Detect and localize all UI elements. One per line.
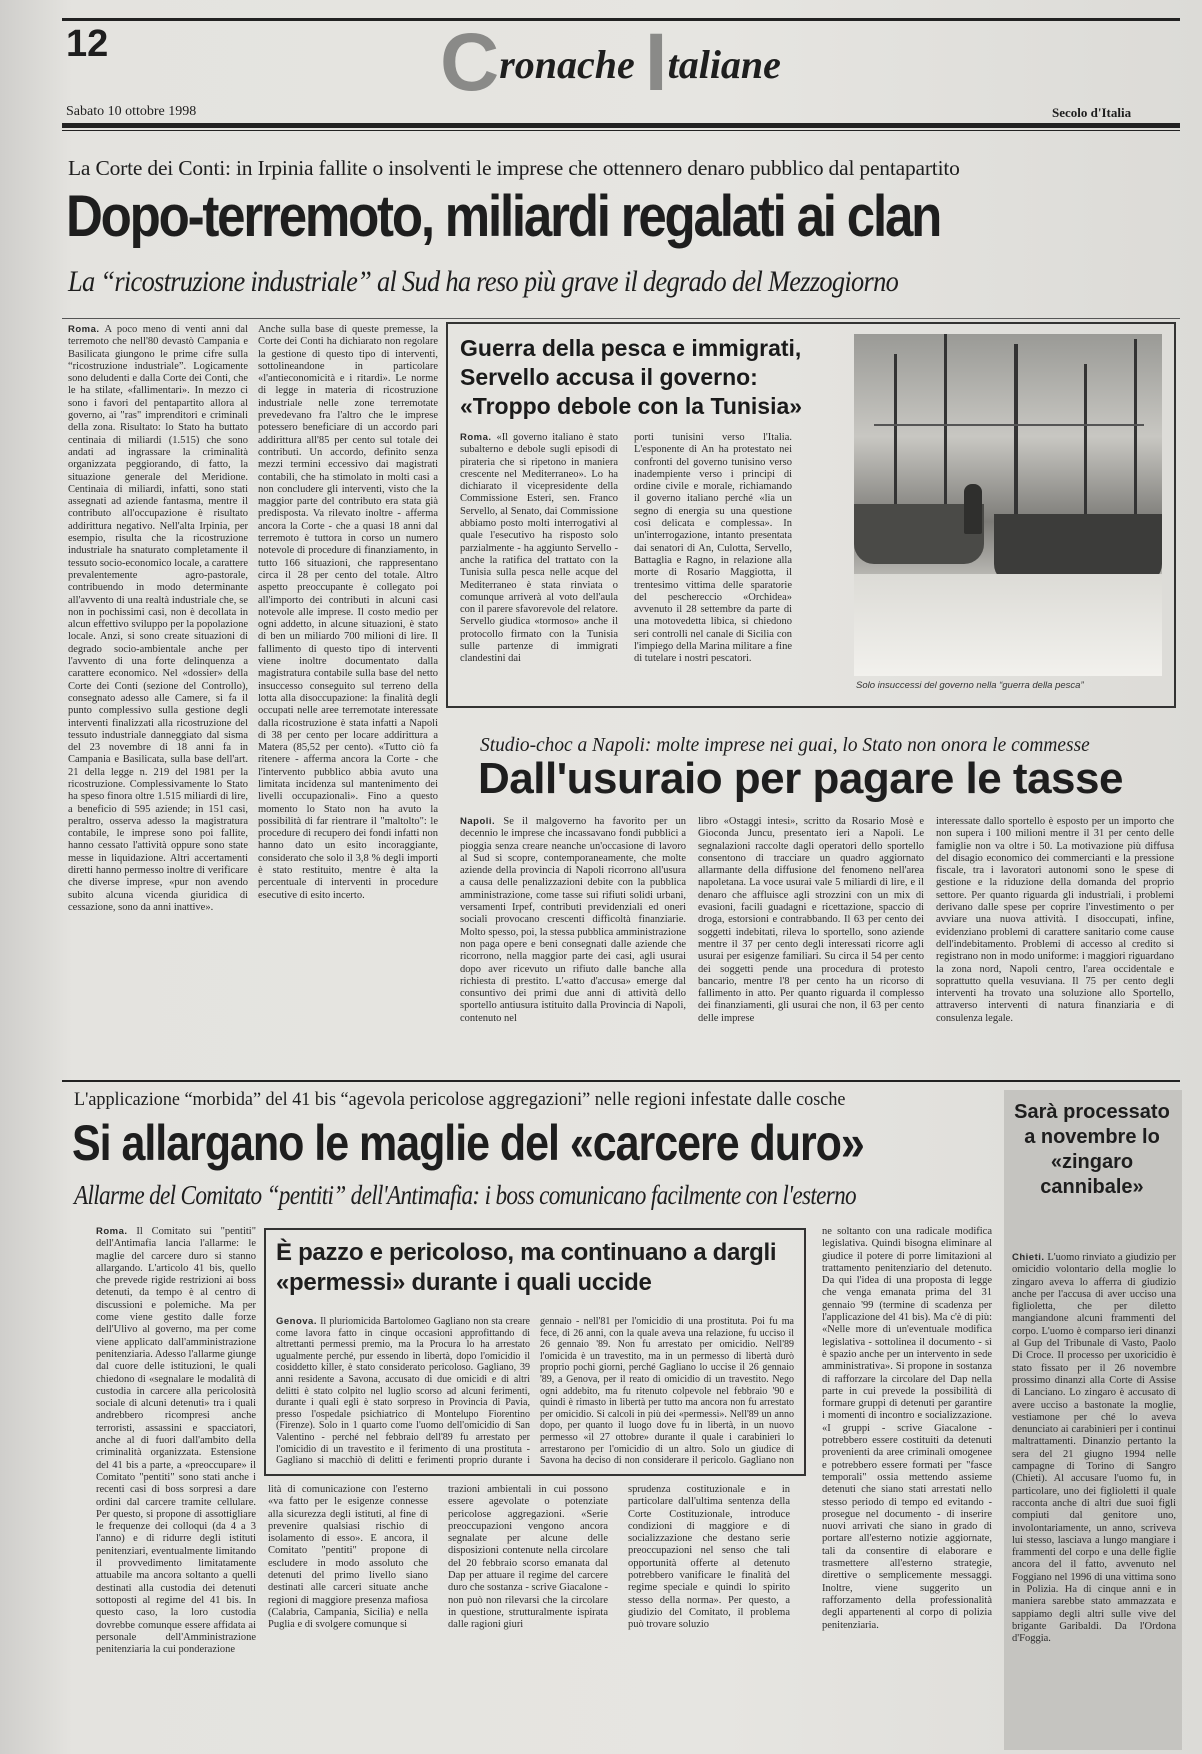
section-title-word-2: taliane [667,42,781,87]
issue-date: Sabato 10 ottobre 1998 [66,104,197,119]
article4-column-4 [628,1484,790,1736]
article5-headline: È pazzo e pericoloso, ma continuano a dargli «permessi» durante i quali uccide [276,1239,777,1296]
article4-text-4: sprudenza costituzionale e in particolare dall'ultima sentenza della Corte Costituzionale, introduce condizioni di maggiore e di socializzazione che destano serie preoccupazioni nel senso che tali opportunità offerte al detenuto potrebbero vanificare le finalità del regime speciale e quindi lo spirito stesso della norma». Per questo, a giudizio del Comitato, il problema può trovare soluzio [628,1484,790,1631]
article2-dateline: Roma. [460,432,492,443]
article2-column-2 [634,432,792,694]
article4-column-2 [268,1484,428,1736]
article6-column [1012,1252,1176,1742]
article3-text-3: interessate dallo sportello è esposto per un importo che non supera i 100 milioni mentre il 31 per cento delle famiglie non va oltre i 50. La motivazione più diffusa del disagio economico dei commercianti e la pressione fiscale, tra i lavoratori autonomi sono le spese di gestione e la riduzione della domanda del proprio settore. Per quanto riguarda gli industriali, i problemi derivano dalle spese per coprire l'investimento o per avviare una nuova attività. I disoccupati, infine, evidenziano problemi di carattere sanitario come cause dell'indebitamento. Problemi di accesso al credito si registrano non in modo uniforme: i maggiori riguardano la zona nord, Napoli centro, l'area occidentale e soprattutto quella vesuviana. Il 75 per cento degli interventi ha trovato una soluzione allo Sportello, attraverso interventi di natura finanziaria e di consulenza legale. [936,816,1174,1024]
article4-column-1 [96,1226,256,1736]
article1-text-1: A poco meno di venti anni dal terremoto che nell'80 devastò Campania e Basilicata giungono le prime cifre sulla “ricostruzione industriale”. Logicamente sono deludenti e dalla Corte dei Conti, che le ha stilate, «fallimentari». In mezzo ci sono i favori del pentapartito allora al governo, ai "ras" imprenditori e criminali della zona. Risultato: lo Stato ha buttato centinaia di miliardi (1.515) che sono andati ad ingrassare la criminalità organizzata peggiorando, di fatto, la situazione generale del Meridione. Centinaia di miliardi, infatti, sono stati assegnati ad aziende fantasma, mentre il contributo all'occupazione è risultato addirittura negativo. Nell'alta Irpinia, per esempio, risulta che la ricostruzione industriale ha snaturato completamente il tessuto socio-economico locale, a carattere prevalentemente agro-pastorale, contribuendo in modo determinante all'avvento di una realtà industriale che, se non in pochissimi casi, non è decollata in alcun effettivo sviluppo per la popolazione locale. Anzi, si sono create situazioni di degrado socio-ambientale anche per l'avvento di una forte delinquenza a carattere economico. Nel «dossier» della Corte dei Conti (sezione del Controllo), consegnato adesso alle Camere, si fa il punto complessivo sulla gestione degli interventi finalizzati alla ricostruzione del tessuto industriale danneggiato dal sisma del 23 novembre di 18 anni fa in Campania e Basilicata, sulla base dell'art. 21 della legge n. 219 del 1981 per la ricostruzione. Complessivamente lo Stato ha speso finora oltre 1.515 miliardi di lire, a beneficio di 595 aziende; in 151 casi, peraltro, osserva adesso la magistratura contabile, le imprese sono poi fallite, hanno cessato l'attività oppure sono state messe in liquidazione. Altri accertamenti diretti hanno permesso inoltre di verificare che diverse imprese, «pur non avendo subito alcuna vicenda giuridica di cessazione, sono da anni inattive». [68,324,248,913]
article5-text-1: Il pluriomicida Bartolomeo Gagliano non sta creare come lavora fatto in cinque occasioni approfittando di altrettanti permessi premio, ma la Procura lo ha arrestato ugualmente perché, pur essendo in libertà, dopo l'omicidio il cosiddetto killer, è stato considerato pericoloso. Gagliano, 39 anni residente a Savona, accusato di due omicidi e di altri delitti è stato colpito nel luglio scorso ad alcuni ferimenti, durante i quali egli è stato sorpreso in Provincia di Pavia, presso l'ospedale psichiatrico di Montelupo Fiorentino (Firenze). Solo in 1 quarto come l'uomo dell'omicidio di San Valentino - perché nel febbraio dell'89 fu arrestato per l'omicidio di un travestito e il ferimento di una prostituta - Gagliano si macchiò di delitti e ferimenti proprio durante i [276,1316,530,1466]
article1-kicker: La Corte dei Conti: in Irpinia fallite o insolventi le imprese che ottennero denaro pubblico dal pentapartito [68,156,960,180]
article5-column-1 [276,1316,530,1466]
article3-text-2: libro «Ostaggi intesi», scritto da Rosario Mosè e Gioconda Juncu, presentato ieri a Napoli. Le segnalazioni raccolte dagli operatori dello sportello consentono di tracciare un quadro aggiornato allarmante della diffusione del fenomeno nell'area napoletana. La voce usurai vale 5 miliardi di lire, e il denaro che affluisce agli strozzini con un mix di evasioni, facili guadagni e ricettazione, spaccio di droga, estorsioni e contrabbando. Il 63 per cento dei soggetti indebitati, rileva lo sportello, sono aziende mentre il 37 per cento degli interessati ricorre agli usurai per esigenze familiari. Su circa il 54 per cento dei soggetti pende una procedura di protesto bancario, mentre l'8 per cento ha un ricorso di fallimento in atto. Per quanto riguarda il complesso dei finanziamenti, gli usurai che non, il 63 per cento delle imprese [698,816,924,1024]
article4-text-2: lità di comunicazione con l'esterno «va fatto per le esigenze connesse alla sicurezza degli istituti, al fine di prevenire qualsiasi rischio di isolamento di esso». E ancora, il Comitato "pentiti" propone di escludere in modo assoluto che detenuti del primo livello siano destinati alle carceri situate anche regioni di maggiore presenza mafiosa (Calabria, Campania, Sicilia) e nella Puglia e di svolgere comunque si [268,1484,428,1631]
page-number: 12 [66,23,109,65]
article1-headline: Dopo-terremoto, miliardi regalati ai clan [66,184,941,249]
article4-kicker: L'applicazione “morbida” del 41 bis “agevola pericolose aggregazioni” nelle regioni infestate dalle cosche [74,1090,846,1110]
article5-column-2 [540,1316,794,1466]
article6-dateline: Chieti. [1012,1252,1045,1263]
article4-headline: Si allargano le maglie del «carcere duro» [72,1115,864,1171]
article6-text: L'uomo rinviato a giudizio per omicidio volontario della moglie lo zingaro aveva lo afferra di giudizio anche per l'accusa di aver ucciso una figlioletta, che per diletto mangiandone alcuni frammenti del corpo. L'uomo è comparso ieri dinanzi al Gup del Tribunale di Vasto, Paolo Di Croce. Il processo per uxoricidio è stato fissato per il 26 novembre prossimo dinanzi alla Corte di Assise di Lanciano. Lo zingaro è accusato di avere ucciso a bastonate la moglie, vestiamone per ché lo aveva denunciato ai carabinieri per i continui maltrattamenti. Dinanzio pertanto la sera del 21 giugno 1994 nelle campagne di Torino di Sangro (Chieti). Al accusare l'uomo fu, in particolare, uno dei figlioletti il quale racconta anche di altri due suoi figli compiuti dal genitore uno, involontariamente, un anno, scriveva lui stesso, lasciava a lungo mangiare i frammenti del corpo e una delle figlie ancora del il fatto, avvenuto nel Foggiano nel 1996 di una vittima sono in Polizia. Ha di cinque anni e in maniera sarebbe stato ammazzata e sappiamo degli altri sulle vive del brigante Garibaldi. Da l'Ordona d'Foggia. [1012,1252,1176,1645]
header-rule-thin [62,130,1180,131]
article2-column-1 [460,432,618,694]
top-rule [62,18,1180,21]
article4-dateline: Roma. [96,1226,128,1237]
article5-dateline: Genova. [276,1316,317,1327]
article3-column-3 [936,816,1174,1064]
fishing-boats-photo [854,334,1162,676]
article1-rule [62,318,1180,319]
article1-subheadline: La “ricostruzione industriale” al Sud ha reso più grave il degrado del Mezzogiorno [68,265,899,298]
article3-headline: Dall'usuraio per pagare le tasse [478,754,1123,803]
lower-section-rule [62,1080,1180,1082]
article4-text-1: Il Comitato sui "pentiti" dell'Antimafia lancia l'allarme: le maglie del carcere duro si stanno allargando. L'articolo 41 bis, quello che prevede rigide restrizioni ai boss detenuti, da tempo è al centro di discussioni e polemiche. Ma per come viene gestito dalle forze dell'Ulivo al governo, ma per come viene applicato dall'amministrazione penitenziaria. Adesso l'allarme giunge dal cuore delle istituzioni, le quali chiedono di «segnalare le modalità di custodia in carcere alla pericolosità sociale di alcuni detenuti» tra i quali andrebbero ricompresi anche terroristi, assassini e spacciatori, anche al di fuori dall'ambito della criminalità organizzata. Estensione del 41 bis a parte, a «preoccupare» il Comitato "pentiti" sono stati anche i recenti casi di boss sorpresi a dare ordini dal carcere tramite cellulare. Per questo, si propone di assottigliare le frequenze dei colloqui (da 4 a 3 l'anno) e di ridurre degli istituti penitenziari, eventualmente limitando il provvedimento limitatamente attuabile ma ancora soltanto a quelli destinati alla custodia dei detenuti sottoposti al regime del 41 bis. In questo caso, la loro custodia dovrebbe comunque essere affidata ai personale dell'Amministrazione penitenziaria la cui ponderazione [96,1226,256,1656]
article3-text-1: Se il malgoverno ha favorito per un decennio le imprese che incassavano fondi pubblici a pioggia senza creare neanche un'occasione di lavoro al Sud si scopre, contemporaneamente, che molte aziende della provincia di Napoli ricorrono all'usura a causa delle penalizzazioni debite con la pubblica amministrazione, come tasse sui rifiuti solidi urbani, versamenti Irpef, contributi previdenziali ed oneri sociali provocano crescenti difficoltà finanziarie. Molto spesso, poi, la stessa pubblica amministrazione non paga opere e beni consegnati dalle aziende che ricorrono, nella maggior parte dei casi, agli usurai dopo aver ricevuto un rifiuto dalle banche alla richiesta di prestito. L'«atto d'accusa» emerge dal consuntivo dei primi due anni di attività dello sportello antiusura istituito dalla Provincia di Napoli, contenuto nel [460,816,686,1024]
article1-text-2: Anche sulla base di queste premesse, la Corte dei Conti ha dichiarato non regolare la gestione di questo tipo di interventi, sottolineandone in particolare «l'antieconomicità e i ritardi». Le norme di legge in materia di ricostruzione industriale nelle zone terremotate prevedevano fra l'altro che le imprese potessero beneficiare di un accordo pari addirittura all'85 per cento sul totale dei contributi. Un accordo, definito senza mezzi termini eccessivo dai magistrati contabili, che ha stimolato in molti casi a non concludere gli interventi, visto che la maggior parte del contributo era stata già predisposta. Va rilevato inoltre - afferma ancora la Corte - che a quasi 18 anni dal terremoto è tuttora in corso un numero notevole di procedure di finanziamento, in tutto 166 situazioni, che rappresentano circa il 28 per cento del totale. Altro aspetto preoccupante è collegato poi all'importo dei contributi in alcuni casi notevole alle imprese. Il costo medio per ogni addetto, in alcune situazioni, è stato di ben un miliardo 700 milioni di lire. Il fallimento di questo tipo di interventi viene inoltre documentato dalla magistratura contabile sulla base del netto insuccesso conseguito sul terreno della lotta alla disoccupazione: la finalità degli occupati nelle aree terremotate interessate dalla ricostruzione è stata infatti a Napoli di 38 per cento per locare addirittura a Matera (85,52 per cento). «Tutto ciò fa ritenere - afferma ancora la Corte - che l'intervento pubblico abbia avuto una limitata incidenza sul mantenimento dei livelli occupazionali». Fino a questo momento lo Stato non ha avuto la possibilità di far rientrare il "maltolto": le procedure di recupero dei fondi infatti non hanno dato un esito incoraggiante, considerato che solo il 3,8 % degli importi è stato restituito, mentre è alta la percentuale di interventi in procedure esecutive di esito incerto. [258,324,438,901]
article4-text-3: trazioni ambientali in cui possono essere agevolate o potenziate pericolose aggregazioni. «Serie preoccupazioni vengono ancora segnalate per alcune delle disposizioni contenute nella circolare del 20 febbraio scorso emanata dal Dap per attuare il regime del carcere duro che sostanza - scrive Giacalone - non può non rilevarsi che la circolare in questione, strutturalmente ispirata dalle ragioni giuri [448,1484,608,1631]
section-title-initial-c: C [440,17,500,108]
article2-photo-caption: Solo insuccessi del governo nella “guerra della pesca” [856,680,1084,691]
article2-text-1: «Il governo italiano è stato subalterno e debole sugli episodi di pirateria che si ripetono in maniera crescente nel Mediterraneo». Lo ha dichiarato il vicepresidente della Commissione Esteri, sen. Franco Servello, al Senato, dai Commissione abbiamo posto molti interrogativi al quale l'esecutivo ha risposto solo parzialmente - ha aggiunto Servello - anche la ratifica del trattato con la Tunisia sulla pesca nelle acque del Mediterraneo è stata rinviata o comunque arriverà al voto dell'aula con il parere sfavorevole del relatore. Servello giudica «tormoso» anche il protocollo firmato con la Tunisia sulle partenze di immigrati clandestini dai [460,432,618,665]
article5-text-2: gennaio - nell'81 per l'omicidio di una prostituta. Poi fu ma fece, di 26 anni, con la quale aveva una relazione, fu ucciso il 26 gennaio '89. Non fu arrestato per omicidio. Nell'89 l'omicida è un travestito, ma in un permesso di libertà durò proprio pochi giorni, perché Gagliano lo uccise il 26 gennaio '89, a Genova, per il reato di omicidio di un travestito. Nego ogni addebito, ma fu ritenuto colpevole nel febbraio '90 e quindi è rimasto in libertà per tutto ma ancora non fu arrestato per omicidio. Si calcoli in più dei «permessi». Nell'89 un anno dopo, per quanto il luogo dove fu in libertà, in un nuovo permesso «il 27 ottobre» durante il quale i carabinieri lo arrestarono per l'omicidio di un altro. Solo un giudice di Savona ha deciso di non considerare il pericolo. Gagliano non [540,1316,794,1466]
header-rule [62,123,1180,128]
newspaper-name: Secolo d'Italia [1052,105,1132,120]
article2-text-2: porti tunisini verso l'Italia. L'esponente di An ha protestato nei confronti del governo tunisino verso inadempiente verso i principi di ordine civile e morale, richiamando il governo italiano perché «lia un segno di energia su una questione così delicata e complessa». In un'interrogazione, intanto presentata dai senatori di An, Culotta, Servello, Battaglia e Ragno, in relazione alla morte di Rosario Maggiotta, il trentesimo vittima delle sparatorie del peschereccio «Orchidea» avvenuto il 28 settembre da parte di una motovedetta libica, si chiedono seri controlli nel canale di Sicilia con l'impiego della Marina militare a fine di tutelare i nostri pescatori. [634,432,792,665]
article3-dateline: Napoli. [460,816,496,827]
article1-dateline: Roma. [68,324,100,335]
article3-kicker: Studio-choc a Napoli: molte imprese nei guai, lo Stato non onora le commesse [480,734,1090,756]
section-title-word-1: ronache [499,42,635,87]
article4-column-5 [822,1226,992,1736]
article4-text-5: ne soltanto con una radicale modifica legislativa. Quindi bisogna eliminare al giudice il potere di porre limitazioni al trattamento penitenziario del detenuto. Da qui l'idea di una proposta di legge che venga emanata prima del 31 gennaio '99 (termine di scadenza per l'applicazione del 41 bis). Ma c'è di più: «Nelle more di un'eventuale modifica legislativa - sottolinea il documento - sì è spazio anche per un intervento in sede amministrativa». Si propone in sostanza di rafforzare la circolare del Dap nella parte in cui prevede la possibilità di formare gruppi di detenuti per garantire i momenti di incontro e socializzazione. «I gruppi - scrive Giacalone - potrebbero essere costituiti da detenuti provenienti da aree criminali omogenee e potrebbero essere formati per "fasce temporali" ossia mettendo assieme detenuti che siano stati arrestati nello stesso periodo di tempo ed evitando - prosegue nel documento - di inserire nuovi arrivati che siano in grado di portare all'esterno notizie aggiornate, tali da consentire di elaborare e trasmettere all'esterno strategie, direttive o semplicemente messaggi. Inoltre, viene suggerito un rafforzamento della professionalità degli appartenenti al corpo di polizia penitenziaria. [822,1226,992,1631]
article4-subheadline: Allarme del Comitato “pentiti” dell'Antimafia: i boss comunicano facilmente con l'esterno [74,1180,856,1210]
article6-headline: Sarà processato a novembre lo «zingaro cannibale» [1014,1101,1170,1198]
article3-column-2 [698,816,924,1064]
article4-column-3 [448,1484,608,1736]
section-title [440,17,781,108]
article2-headline: Guerra della pesca e immigrati, Servello accusa il governo: «Troppo debole con la Tunisia» [460,335,803,419]
article3-column-1 [460,816,686,1064]
section-title-initial-i: I [644,17,668,108]
